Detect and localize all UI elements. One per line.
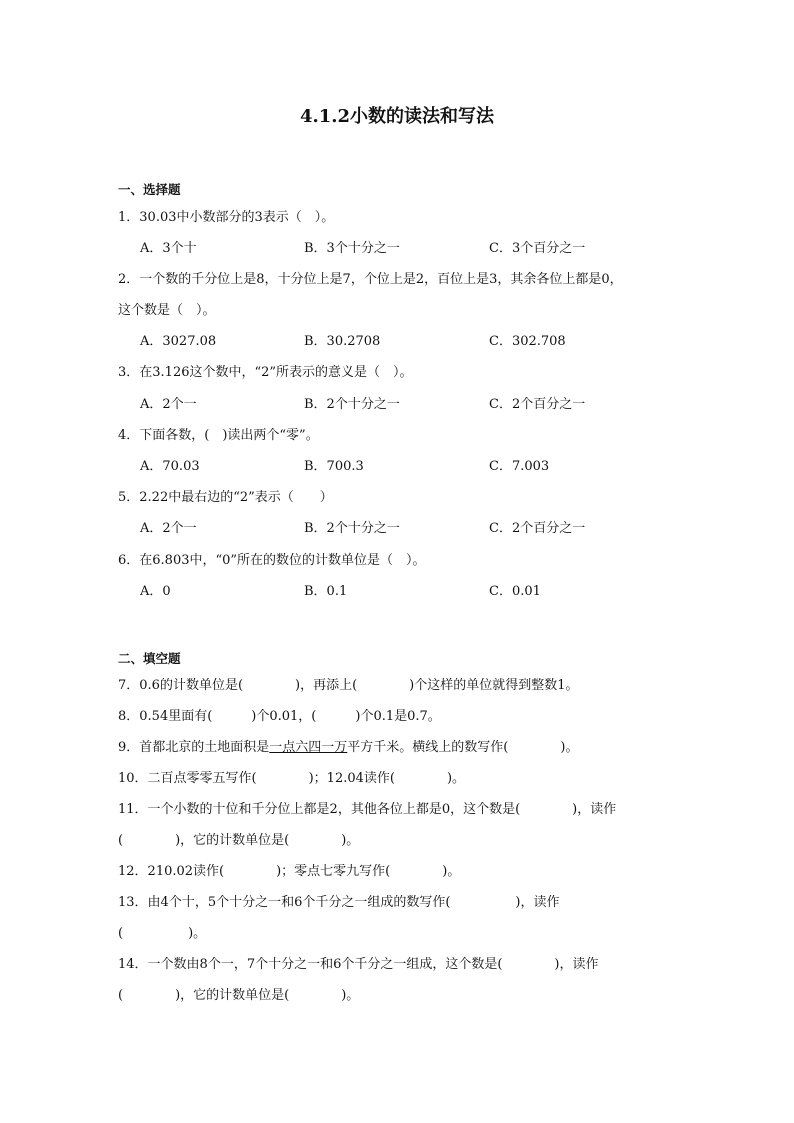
question-2-option-c: C．302.708 xyxy=(489,334,566,349)
question-1-option-a: A．3个十 xyxy=(140,241,197,256)
question-2-option-a: A．3027.08 xyxy=(140,334,217,349)
question-5-stem: 5．2.22中最右边的“2”表示（ ） xyxy=(118,490,333,505)
question-9 xyxy=(118,740,578,756)
question-6-option-a: A．0 xyxy=(140,584,171,599)
question-3-stem: 3．在3.126这个数中，“2”所表示的意义是（ ）。 xyxy=(118,365,413,380)
page-title: 4.1.2小数的读法和写法 xyxy=(299,106,495,127)
question-4-option-b: B．700.3 xyxy=(304,459,364,474)
question-6-option-b: B．0.1 xyxy=(304,584,348,599)
question-5-option-a: A．2个一 xyxy=(140,521,197,536)
question-13-line1: 13．由4个十，5个十分之一和6个千分之一组成的数写作( )，读作 xyxy=(118,895,560,910)
question-4-stem: 4．下面各数，( )读出两个“零”。 xyxy=(118,428,319,443)
question-14-line1: 14．一个数由8个一，7个十分之一和6个千分之一组成，这个数是( )，读作 xyxy=(118,957,599,972)
question-6-option-c: C．0.01 xyxy=(489,584,541,599)
question-9-underlined: 一点六四一万 xyxy=(269,740,348,755)
question-12: 12．210.02读作( )；零点七零九写作( )。 xyxy=(118,864,461,879)
question-10: 10．二百点零零五写作( )；12.04读作( )。 xyxy=(118,771,466,786)
question-2-option-b: B．30.2708 xyxy=(304,334,381,349)
question-5-option-c: C．2个百分之一 xyxy=(489,521,586,536)
question-14-line2: ( )，它的计数单位是( )。 xyxy=(118,988,360,1003)
question-2-stem-line1: 2．一个数的千分位上是8，十分位上是7，个位上是2，百位上是3，其余各位上都是0， xyxy=(118,272,623,287)
question-9-pre: 9．首都北京的土地面积是 xyxy=(118,740,270,755)
question-1-option-c: C．3个百分之一 xyxy=(489,241,586,256)
question-8: 8．0.54里面有( )个0.01，( )个0.1是0.7。 xyxy=(118,709,441,724)
question-5-option-b: B．2个十分之一 xyxy=(304,521,400,536)
question-2-stem-line2: 这个数是（ ）。 xyxy=(118,303,216,318)
section-heading-fill: 二、填空题 xyxy=(118,651,181,666)
question-6-stem: 6．在6.803中，“0”所在的数位的计数单位是（ ）。 xyxy=(118,553,426,568)
question-3-option-b: B．2个十分之一 xyxy=(304,397,400,412)
question-11-line2: ( )，它的计数单位是( )。 xyxy=(118,833,360,848)
question-1-stem: 1．30.03中小数部分的3表示（ ）。 xyxy=(118,210,335,225)
question-3-option-c: C．2个百分之一 xyxy=(489,397,586,412)
question-13-line2: ( )。 xyxy=(118,926,207,941)
section-heading-choice: 一、选择题 xyxy=(118,182,181,197)
question-3-option-a: A．2个一 xyxy=(140,397,197,412)
question-11-line1: 11．一个小数的十位和千分位上都是2，其他各位上都是0，这个数是( )，读作 xyxy=(118,802,617,817)
question-4-option-a: A．70.03 xyxy=(140,459,200,474)
question-4-option-c: C．7.003 xyxy=(489,459,550,474)
question-9-post: 平方千米。横线上的数写作( )。 xyxy=(347,740,579,755)
question-7: 7．0.6的计数单位是( )，再添上( )个这样的单位就得到整数1。 xyxy=(118,678,579,693)
question-1-option-b: B．3个十分之一 xyxy=(304,241,400,256)
